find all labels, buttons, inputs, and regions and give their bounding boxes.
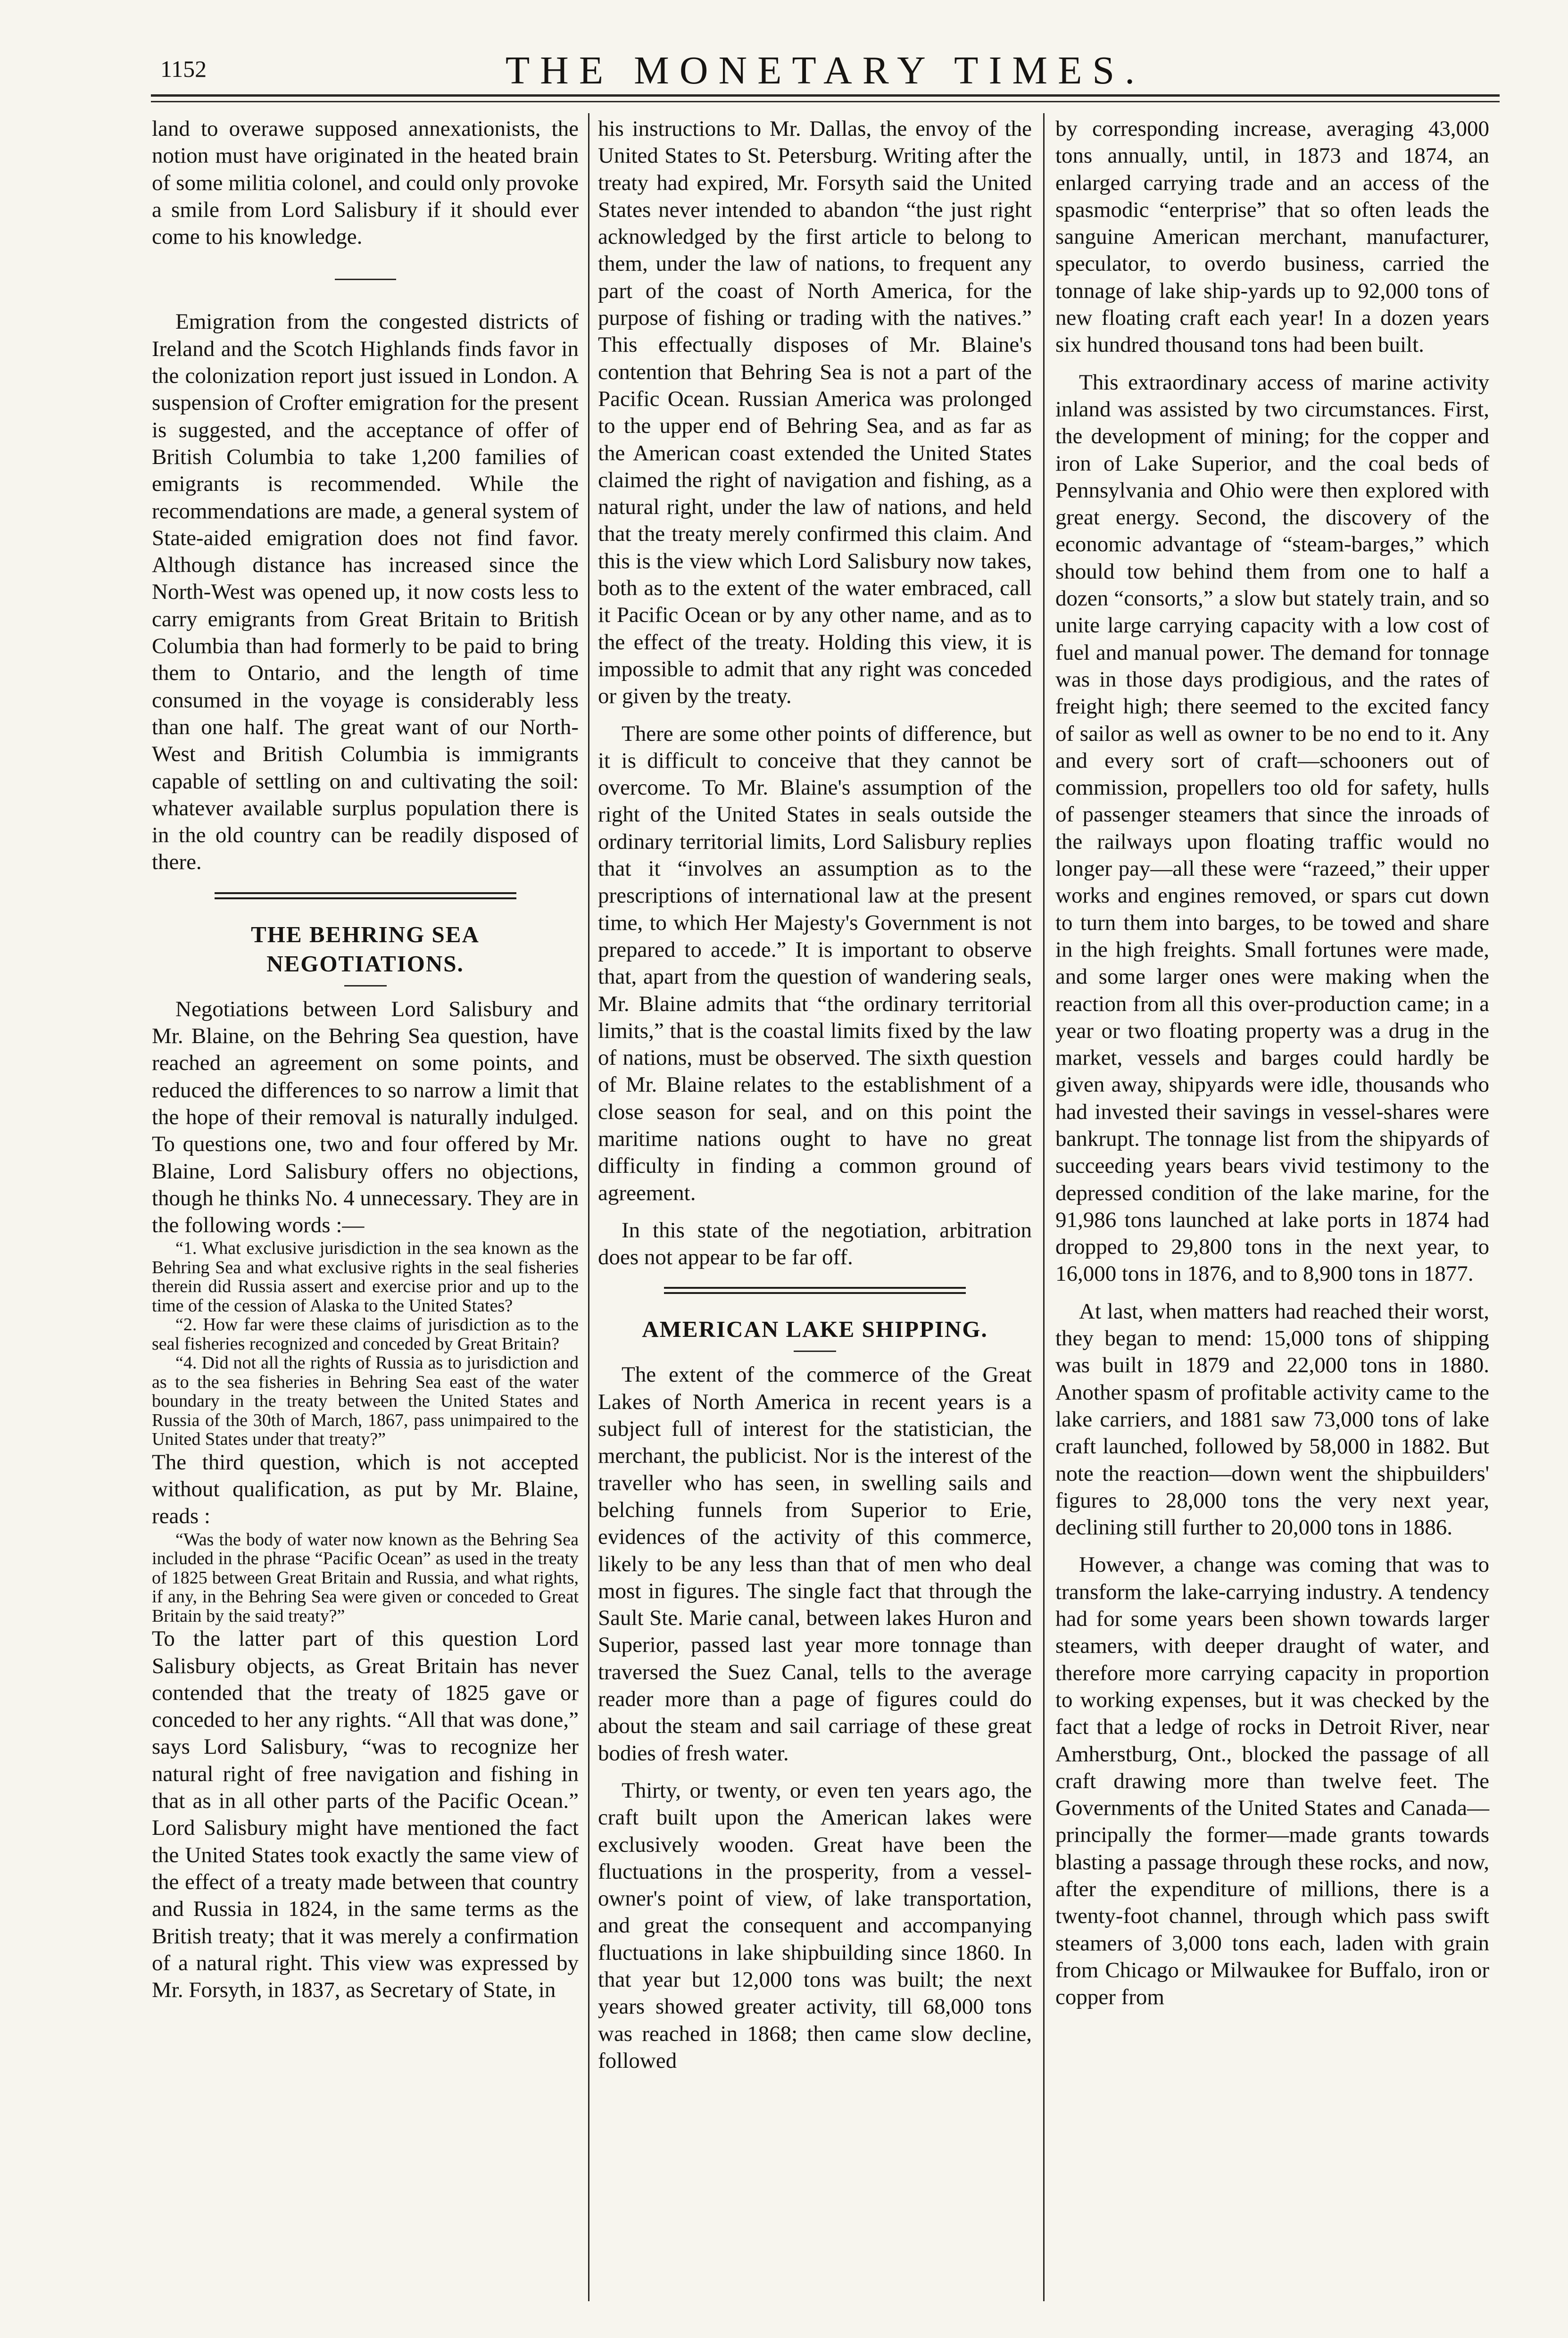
paragraph: In this state of the negotiation, arbitration does not appear to be far off. bbox=[598, 1218, 1032, 1270]
paragraph: Negotiations between Lord Salisbury and Mr. Blaine, on the Behring Sea question, have reached an agreement on some points, and reduced the differences to so narrow a limit that the hope of their removal is naturally indulged. To questions one, two and four offered by Mr. Blaine, Lord Salisbury offers no objections, though he thinks No. 4 unnecessary. They are in the following words :— bbox=[152, 996, 579, 1238]
column-middle bbox=[598, 116, 1032, 2074]
column-right bbox=[1055, 116, 1489, 2011]
paragraph: Thirty, or twenty, or even ten years ago, the craft built upon the American lakes were exclusively wooden. Great have been the fluctuations in the prosperity, from a vessel-owner's point of view, of lake transportation, and great the consequent and accompanying fluctuations in lake shipbuilding since 1860. In that year but 12,000 tons was built; the next years showed greater activity, till 68,000 tons was reached in 1868; then came slow decline, followed bbox=[598, 1778, 1032, 2073]
newspaper-title: THE MONETARY TIMES. bbox=[505, 49, 1145, 92]
column-divider-right bbox=[1043, 113, 1045, 2301]
paragraph: by corresponding increase, averaging 43,000 tons annually, until, in 1873 and 1874, an enlarged carrying trade and an access of the spasmodic “enterprise” that so often leads the sanguine American merchant, manufacturer, speculator, to overdo business, carried the tonnage of lake ship-yards up to 92,000 tons of new floating craft each year! In a dozen years six hundred thousand tons had been built. bbox=[1055, 116, 1489, 357]
quoted-question: “4. Did not all the rights of Russia as to jurisdiction and as to the sea fisheries in Behring Sea east of the water boundary in the treaty between the United States and Russia of the 30th of March, 1867, pass unimpaired to the United States under that treaty?” bbox=[152, 1353, 579, 1450]
paragraph: To the latter part of this question Lord Salisbury objects, as Great Britain has never contended that the treaty of 1825 gave or conceded to her any rights. “All that was done,” says Lord Salisbury, “was to recognize her natural right of free navigation and fishing in that as in all other parts of the Pacific Ocean.” Lord Salisbury might have mentioned the fact the United States took exactly the same view of the effect of a treaty made between that country and Russia in 1824, in the same terms as the British treaty; that it was merely a confirmation of a natural right. This view was expressed by Mr. Forsyth, in 1837, as Secretary of State, in bbox=[152, 1626, 579, 2003]
quoted-question: “Was the body of water now known as the Behring Sea included in the phrase “Pacific Ocean” as used in the treaty of 1825 between Great Britain and Russia, and what rights, if any, in the Behring Sea were given or conceded to Great Britain by the said treaty?” bbox=[152, 1529, 579, 1626]
section-separator bbox=[335, 279, 396, 280]
quoted-question: “1. What exclusive jurisdiction in the sea known as the Behring Sea and what exclusive rights in the seal fisheries therein did Russia assert and exercise prior and up to the time of the cession of Alaska to the United States? bbox=[152, 1238, 579, 1316]
paragraph: Emigration from the congested districts of Ireland and the Scotch Highlands finds favor in the colonization report just issued in London. A suspension of Crofter emigration for the present is suggested, and the acceptance of offer of British Columbia to take 1,200 families of emigrants is recommended. While the recommendations are made, a general system of State-aided emigration does not find favor. Although distance has increased since the North-West was opened up, it now costs less to carry emigrants from Great Britain to British Columbia than had formerly to be paid to bring them to Ontario, and the length of time consumed in the voyage is considerably less than one half. The great want of our North-West and British Columbia is immigrants capable of settling on and cultivating the soil: whatever available surplus population there is in the old country can be readily disposed of there. bbox=[152, 309, 579, 875]
paragraph: There are some other points of difference, but it is difficult to conceive that they cannot be overcome. To Mr. Blaine's assumption of the right of the United States in seals outside the ordinary territorial limits, Lord Salisbury replies that it “involves an assumption as to the prescriptions of international law at the present time, to which Her Majesty's Government is not prepared to accede.” It is important to observe that, apart from the question of wandering seals, Mr. Blaine admits that “the ordinary territorial limits,” that is the coastal limits fixed by the law of nations, must be observed. The sixth question of Mr. Blaine relates to the establishment of a close season for seal, and on this point the maritime nations ought to have no great difficulty in finding a common ground of agreement. bbox=[598, 721, 1032, 1205]
page-number: 1152 bbox=[160, 56, 207, 82]
paragraph: This extraordinary access of marine activity inland was assisted by two circumstances. First, the development of mining; for the copper and iron of Lake Superior, and the coal beds of Pennsylvania and Ohio were then explored with great energy. Second, the discovery of the economic advantage of “steam-barges,” which should tow behind them from one to half a dozen “consorts,” a slow but stately train, and so unite large carrying capacity with a low cost of fuel and manual power. The demand for tonnage was in those days prodigious, and the rates of freight high; there seemed to the excited fancy of sailor as well as owner to be no end to it. Any and every sort of craft—schooners out of commission, propellers too old for safety, hulls of passenger steamers that since the inroads of the railways upon floating traffic would no longer pay—all these were “razeed,” their upper works and engines removed, or spars cut down to turn them into barges, to be towed and share in the high freights. Small fortunes were made, and some larger ones were making when the reaction from all this over-production came; in a year or two floating property was a drug in the market, vessels and barges could hardly be given away, shipyards were idle, thousands who had invested their savings in vessel-shares were bankrupt. The tonnage list from the shipyards of succeeding years bears vivid testimony to the depressed condition of the lake marine, for the 91,986 tons launched at lake ports in 1874 had dropped to 29,800 tons in the next year, to 16,000 tons in 1876, and to 8,900 tons in 1877. bbox=[1055, 370, 1489, 1286]
heading-rule bbox=[344, 985, 387, 987]
article-heading: THE BEHRING SEA NEGOTIATIONS. bbox=[251, 921, 480, 977]
column-divider-left bbox=[588, 113, 589, 2301]
heading-rule bbox=[794, 1351, 836, 1352]
paragraph: However, a change was coming that was to transform the lake-carrying industry. A tendency had for some years been shown towards larger steamers, with deeper draught of water, and therefore more carrying capacity in proportion to working expenses, but it was checked by the fact that a ledge of rocks in Detroit River, near Amherstburg, Ont., blocked the passage of all craft drawing more than twelve feet. The Governments of the United States and Canada—principally the former—made grants towards blasting a passage through these rocks, and now, after the expenditure of millions, there is a twenty-foot channel, through which pass swift steamers of 3,000 tons each, laden with grain from Chicago or Milwaukee for Buffalo, iron or copper from bbox=[1055, 1552, 1489, 2010]
paragraph: At last, when matters had reached their worst, they began to mend: 15,000 tons of shipping was built in 1879 and 22,000 tons in 1880. Another spasm of profitable activity came to the lake carriers, and 1881 saw 73,000 tons of lake craft launched, followed by 58,000 in 1882. But note the reaction—down went the shipbuilders' figures to 28,000 tons the very next year, declining still further to 20,000 tons in 1886. bbox=[1055, 1299, 1489, 1540]
header-rule-bottom bbox=[151, 101, 1500, 102]
masthead bbox=[141, 45, 1509, 97]
article-separator bbox=[215, 892, 516, 899]
article-heading: AMERICAN LAKE SHIPPING. bbox=[642, 1316, 988, 1343]
header-rule-top bbox=[151, 94, 1500, 97]
paragraph: The extent of the commerce of the Great Lakes of North America in recent years is a subject full of interest for the statistician, the merchant, the publicist. Nor is the interest of the traveller who has seen, in swelling sails and belching funnels from Superior to Erie, evidences of the activity of this commerce, likely to be any less than that of men who deal most in figures. The single fact that through the Sault Ste. Marie canal, between lakes Huron and Superior, passed last year more tonnage than traversed the Suez Canal, tells to the average reader more than a page of figures could do about the steam and sail carriage of these great bodies of fresh water. bbox=[598, 1362, 1032, 1766]
paragraph: The third question, which is not accepted without qualification, as put by Mr. Blaine, reads : bbox=[152, 1450, 579, 1529]
paragraph: land to overawe supposed annexationists, the notion must have originated in the heated brain of some militia colonel, and could only provoke a smile from Lord Salisbury if it should ever come to his knowledge. bbox=[152, 116, 579, 249]
quoted-question: “2. How far were these claims of jurisdiction as to the seal fisheries recognized and conceded by Great Britain? bbox=[152, 1315, 579, 1354]
column-left bbox=[152, 116, 579, 2004]
article-separator bbox=[664, 1287, 966, 1294]
paragraph: his instructions to Mr. Dallas, the envoy of the United States to St. Petersburg. Writing after the treaty had expired, Mr. Forsyth said the United States never intended to abandon “the just right acknowledged by the first article to belong to them, under the law of nations, to frequent any part of the coast of North America, for the purpose of fishing or trading with the natives.” This effectually disposes of Mr. Blaine's contention that Behring Sea is not a part of the Pacific Ocean. Russian America was prolonged to the upper end of Behring Sea, and as far as the American coast extended the United States claimed the right of navigation and fishing, as a natural right, under the law of nations, and held that the treaty merely confirmed this claim. And this is the view which Lord Salisbury now takes, both as to the extent of the water embraced, call it Pacific Ocean or by any other name, and as to the effect of the treaty. Holding this view, it is impossible to admit that any right was conceded or given by the treaty. bbox=[598, 116, 1032, 709]
